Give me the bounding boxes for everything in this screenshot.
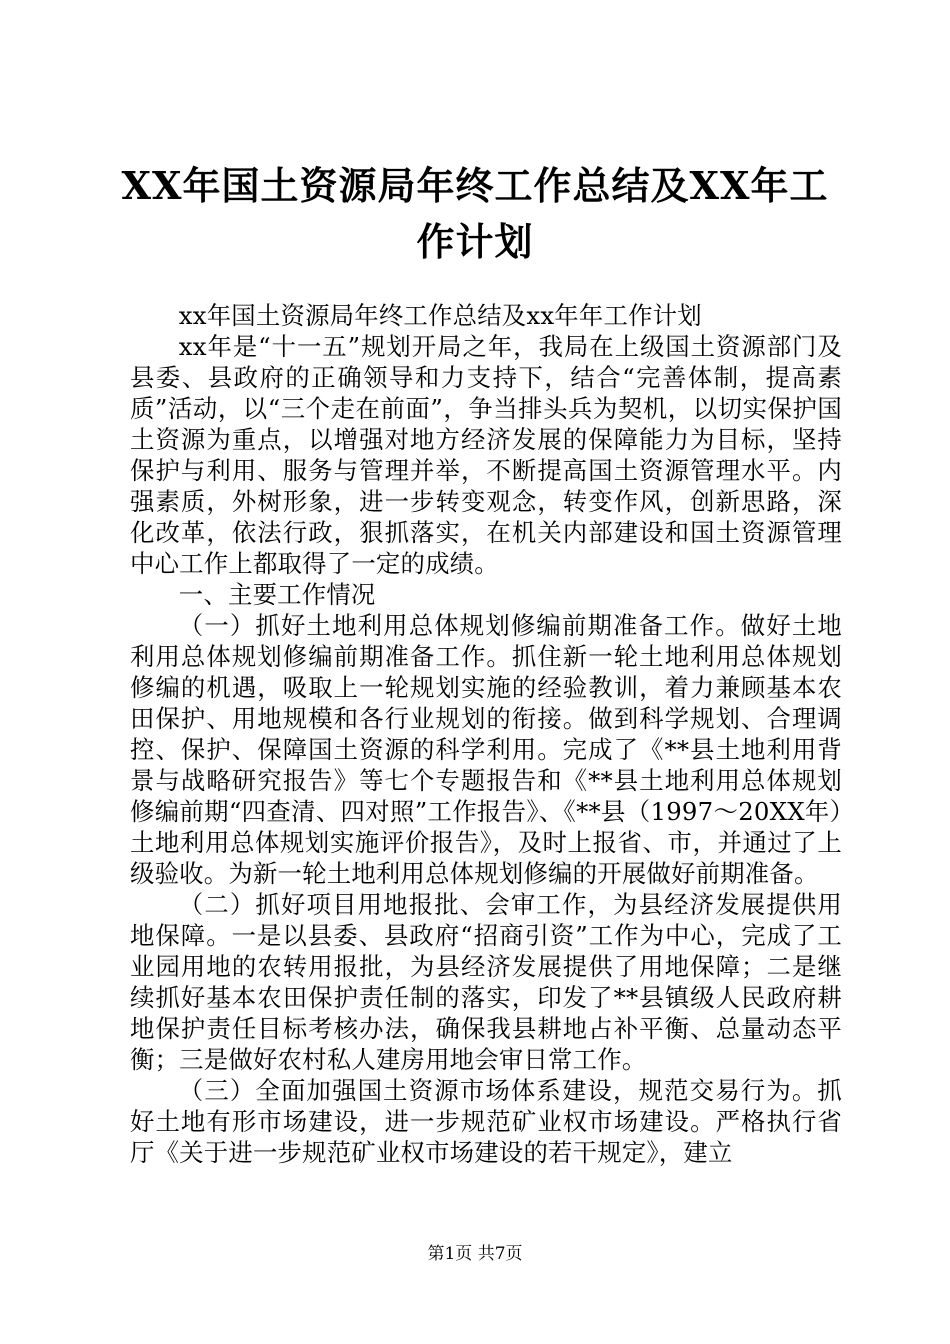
- document-title: XX年国土资源局年终工作总结及XX年工作计划: [121, 163, 829, 264]
- subtitle-paragraph: xx年国土资源局年终工作总结及xx年年工作计划: [178, 301, 702, 330]
- paragraph-market: （三）全面加强国土资源市场体系建设，规范交易行为。抓好土地有形市场建设，进一步规范矿业权市场建设。严格执行省厅《关于进一步规范矿业权市场建设的若干规定》，建立: [130, 1076, 842, 1167]
- paragraph-planning: （一）抓好土地利用总体规划修编前期准备工作。做好土地利用总体规划修编前期准备工作。抓住新一轮土地利用总体规划修编的机遇，吸取上一轮规划实施的经验教训，着力兼顾基本农田保护、用地规模和各行业规划的衔接。做到科学规划、合理调控、保护、保障国土资源的科学利用。完成了《**县土地利用背景与战略研究报告》等七个专题报告和《**县土地利用总体规划修编前期“四查清、四对照”工作报告》、《**县（1997～20XX年）土地利用总体规划实施评价报告》，及时上报省、市，并通过了上级验收。为新一轮土地利用总体规划修编的开展做好前期准备。: [130, 611, 842, 888]
- section-heading: 一、主要工作情况: [178, 580, 376, 609]
- paragraph-land-approval: （二）抓好项目用地报批、会审工作，为县经济发展提供用地保障。一是以县委、县政府“招商引资”工作为中心，完成了工业园用地的农转用报批，为县经济发展提供了用地保障；二是继续抓好基本农田保护责任制的落实，印发了**县镇级人民政府耕地保护责任目标考核办法，确保我县耕地占补平衡、总量动态平衡；三是做好农村私人建房用地会审日常工作。: [130, 890, 842, 1074]
- page-footer: 第1页 共7页: [427, 1244, 523, 1264]
- intro-paragraph: xx年是“十一五”规划开局之年，我局在上级国土资源部门及县委、县政府的正确领导和力支持下，结合“完善体制，提高素质”活动，以“三个走在前面”，争当排头兵为契机，以切实保护国土资源为重点，以增强对地方经济发展的保障能力为目标，坚持保护与利用、服务与管理并举，不断提高国土资源管理水平。内强素质，外树形象，进一步转变观念，转变作风，创新思路，深化改革，依法行政，狠抓落实，在机关内部建设和国土资源管理中心工作上都取得了一定的成绩。: [130, 332, 842, 578]
- document-body: [130, 300, 842, 1168]
